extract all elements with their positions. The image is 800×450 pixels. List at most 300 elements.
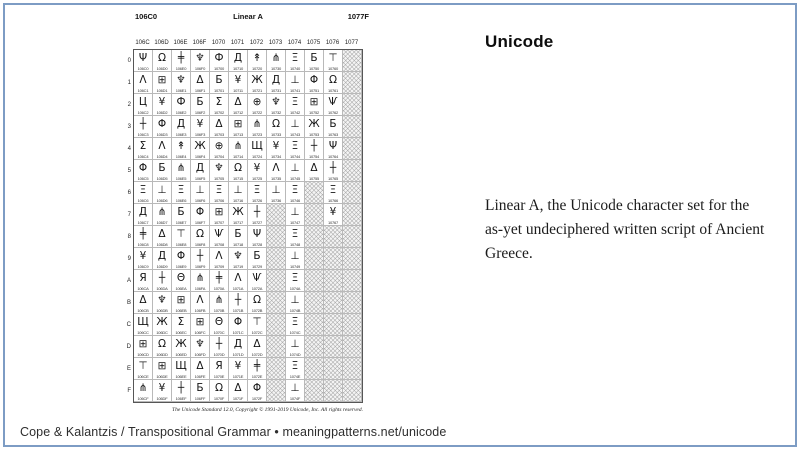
slide-body-text: Linear A, the Unicode character set for the as-yet undeciphered written script of Ancient Greece. <box>485 197 765 262</box>
lineara-glyph: ♆ <box>195 337 205 350</box>
codepoint-label: 106FF <box>194 396 206 401</box>
glyph-cell <box>210 138 229 160</box>
codepoint-label: 1071C <box>232 330 244 335</box>
glyph-cell <box>229 182 248 204</box>
unassigned-cell <box>324 380 343 402</box>
glyph-cell <box>305 72 324 94</box>
lineara-glyph: Λ <box>234 271 242 284</box>
glyph-cell <box>134 72 153 94</box>
glyph-cell <box>286 94 305 116</box>
glyph-cell <box>286 138 305 160</box>
lineara-glyph: ⊕ <box>252 95 262 108</box>
glyph-cell <box>153 292 172 314</box>
glyph-cell <box>172 160 191 182</box>
codechart-block-name: Linear A <box>233 12 263 21</box>
codepoint-label: 10760 <box>327 66 339 71</box>
glyph-cell <box>286 50 305 72</box>
unassigned-cell <box>267 336 286 358</box>
glyph-cell <box>134 226 153 248</box>
codepoint-label: 106F4 <box>194 154 206 159</box>
lineara-glyph: ↟ <box>176 139 186 152</box>
row-header: 8 <box>127 234 131 240</box>
glyph-cell <box>172 226 191 248</box>
lineara-glyph: Σ <box>177 315 185 328</box>
lineara-glyph: ⊥ <box>290 117 300 130</box>
slide-footer: Cope & Kalantzis / Transpositional Grammar • meaningpatterns.net/unicode <box>20 425 447 439</box>
glyph-cell <box>229 72 248 94</box>
codepoint-label: 106ED <box>175 352 187 357</box>
glyph-cell <box>229 336 248 358</box>
lineara-glyph: ┼ <box>234 293 242 306</box>
lineara-glyph: Б <box>215 73 223 86</box>
lineara-glyph: Ξ <box>253 183 261 196</box>
row-header: 0 <box>127 58 131 64</box>
lineara-glyph: Д <box>271 73 281 86</box>
lineara-glyph: Φ <box>176 249 186 262</box>
glyph-cell <box>248 72 267 94</box>
codepoint-label: 106F5 <box>194 176 206 181</box>
codepoint-label: 106D1 <box>156 88 168 93</box>
glyph-cell <box>248 50 267 72</box>
lineara-glyph: Ξ <box>291 227 299 240</box>
glyph-cell <box>191 314 210 336</box>
lineara-glyph: Ж <box>251 73 263 86</box>
glyph-cell <box>248 248 267 270</box>
codepoint-label: 10701 <box>213 88 225 93</box>
lineara-glyph: Б <box>158 161 166 174</box>
glyph-cell <box>191 226 210 248</box>
lineara-glyph: ⊞ <box>233 117 243 130</box>
codepoint-label: 106C3 <box>137 132 149 137</box>
codepoint-label: 106C2 <box>137 110 149 115</box>
glyph-cell <box>248 270 267 292</box>
codepoint-label: 106FC <box>194 330 206 335</box>
glyph-cell <box>248 204 267 226</box>
codepoint-label: 106EF <box>175 396 187 401</box>
codepoint-label: 10725 <box>251 176 263 181</box>
codepoint-label: 1072F <box>251 396 263 401</box>
lineara-glyph: ┼ <box>139 117 147 130</box>
glyph-cell <box>286 380 305 402</box>
unassigned-cell <box>343 380 362 402</box>
codepoint-label: 106EA <box>175 286 187 291</box>
glyph-cell <box>191 270 210 292</box>
codepoint-label: 10727 <box>251 220 263 225</box>
codepoint-label: 10755 <box>308 176 320 181</box>
glyph-cell <box>153 204 172 226</box>
lineara-glyph: Б <box>177 205 185 218</box>
lineara-glyph: ¥ <box>196 117 204 130</box>
lineara-glyph: ⊥ <box>290 205 300 218</box>
row-header: 4 <box>127 146 131 152</box>
glyph-cell <box>248 116 267 138</box>
codepoint-label: 1070B <box>213 308 225 313</box>
lineara-glyph: ¥ <box>272 139 280 152</box>
lineara-glyph: Щ <box>137 315 149 328</box>
lineara-glyph: ⋔ <box>138 381 148 394</box>
codepoint-label: 1074D <box>289 352 301 357</box>
glyph-cell <box>286 204 305 226</box>
lineara-glyph: ⊥ <box>233 183 243 196</box>
codepoint-label: 1072B <box>251 308 263 313</box>
unassigned-cell <box>343 292 362 314</box>
lineara-glyph: ⊞ <box>309 95 319 108</box>
glyph-cell <box>134 358 153 380</box>
codepoint-label: 10718 <box>232 242 244 247</box>
glyph-cell <box>210 160 229 182</box>
unassigned-cell <box>343 138 362 160</box>
glyph-cell <box>248 336 267 358</box>
lineara-glyph: ⊞ <box>195 315 205 328</box>
unassigned-cell <box>343 270 362 292</box>
glyph-cell <box>134 248 153 270</box>
unassigned-cell <box>324 226 343 248</box>
codechart-row-labels <box>119 50 131 402</box>
row-header: 5 <box>127 168 131 174</box>
lineara-glyph: Δ <box>196 73 204 86</box>
codepoint-label: 10721 <box>251 88 263 93</box>
glyph-cell <box>134 336 153 358</box>
unassigned-cell <box>305 292 324 314</box>
glyph-cell <box>286 72 305 94</box>
lineara-glyph: Ц <box>138 95 148 108</box>
codepoint-label: 106CF <box>137 396 149 401</box>
unassigned-cell <box>324 358 343 380</box>
lineara-glyph: ⊥ <box>290 249 300 262</box>
codepoint-label: 106CA <box>137 286 149 291</box>
glyph-cell <box>286 292 305 314</box>
lineara-glyph: ╪ <box>177 51 185 64</box>
lineara-glyph: Б <box>253 249 261 262</box>
glyph-cell <box>191 358 210 380</box>
codepoint-label: 106D9 <box>156 264 168 269</box>
glyph-cell <box>191 138 210 160</box>
glyph-cell <box>210 116 229 138</box>
codepoint-label: 106E5 <box>175 176 187 181</box>
glyph-cell <box>210 358 229 380</box>
codepoint-label: 1071D <box>232 352 244 357</box>
lineara-glyph: Σ <box>139 139 147 152</box>
unassigned-cell <box>267 204 286 226</box>
lineara-glyph: Ω <box>214 381 224 394</box>
codepoint-label: 10711 <box>233 88 243 93</box>
codepoint-label: 10726 <box>251 198 263 203</box>
glyph-cell <box>229 204 248 226</box>
glyph-cell <box>172 292 191 314</box>
glyph-cell <box>267 50 286 72</box>
glyph-cell <box>153 116 172 138</box>
lineara-glyph: ╪ <box>253 359 261 372</box>
glyph-cell <box>134 50 153 72</box>
unassigned-cell <box>305 314 324 336</box>
glyph-cell <box>267 160 286 182</box>
lineara-glyph: Ж <box>232 205 244 218</box>
unassigned-cell <box>267 380 286 402</box>
glyph-cell <box>172 336 191 358</box>
lineara-glyph: Ψ <box>328 139 338 152</box>
codechart-first-code: 106C0 <box>135 12 158 21</box>
glyph-cell <box>229 270 248 292</box>
lineara-glyph: Ж <box>175 337 187 350</box>
unassigned-cell <box>343 160 362 182</box>
codepoint-label: 106EE <box>175 374 187 379</box>
codepoint-label: 10715 <box>232 176 244 181</box>
codepoint-label: 106C1 <box>137 88 149 93</box>
glyph-cell <box>191 72 210 94</box>
lineara-glyph: Ѱ <box>328 95 338 108</box>
glyph-cell <box>305 116 324 138</box>
codepoint-label: 106DF <box>156 396 168 401</box>
row-header: C <box>126 322 131 328</box>
lineara-glyph: Ѱ <box>214 227 224 240</box>
glyph-cell <box>153 50 172 72</box>
codepoint-label: 1072A <box>251 286 263 291</box>
lineara-glyph: ¥ <box>234 359 242 372</box>
glyph-cell <box>305 94 324 116</box>
glyph-cell <box>248 226 267 248</box>
lineara-glyph: Δ <box>234 95 242 108</box>
lineara-glyph: ⊤ <box>138 359 148 372</box>
column-header: 1075 <box>306 40 321 46</box>
glyph-cell <box>229 116 248 138</box>
codepoint-label: 10705 <box>213 176 225 181</box>
lineara-glyph: Φ <box>233 315 243 328</box>
codepoint-label: 10719 <box>232 264 244 269</box>
lineara-glyph: Б <box>329 117 337 130</box>
codepoint-label: 106C6 <box>137 198 149 203</box>
glyph-cell <box>153 380 172 402</box>
codepoint-label: 10743 <box>289 132 301 137</box>
codepoint-label: 10762 <box>327 110 339 115</box>
codepoint-label: 106EB <box>175 308 187 313</box>
unassigned-cell <box>305 336 324 358</box>
codepoint-label: 10736 <box>270 198 282 203</box>
glyph-cell <box>324 72 343 94</box>
glyph-cell <box>286 226 305 248</box>
glyph-cell <box>172 380 191 402</box>
glyph-cell <box>134 314 153 336</box>
lineara-glyph: ¥ <box>253 161 261 174</box>
lineara-glyph: Ψ <box>138 51 148 64</box>
codepoint-label: 1070F <box>213 396 225 401</box>
column-header: 1077 <box>344 40 359 46</box>
lineara-glyph: Ω <box>195 227 205 240</box>
codepoint-label: 10753 <box>308 132 320 137</box>
codepoint-label: 10763 <box>327 132 339 137</box>
codepoint-label: 106CC <box>137 330 149 335</box>
unassigned-cell <box>343 50 362 72</box>
codepoint-label: 10704 <box>213 154 225 159</box>
lineara-glyph: ¥ <box>329 205 337 218</box>
lineara-glyph: Я <box>215 359 223 372</box>
lineara-glyph: Δ <box>196 359 204 372</box>
glyph-cell <box>210 72 229 94</box>
glyph-cell <box>229 380 248 402</box>
unassigned-cell <box>324 270 343 292</box>
column-header: 1072 <box>249 40 264 46</box>
unassigned-cell <box>343 248 362 270</box>
lineara-glyph: Б <box>310 51 318 64</box>
codepoint-label: 106CD <box>137 352 149 357</box>
codepoint-label: 10752 <box>308 110 320 115</box>
lineara-glyph: ┼ <box>196 249 204 262</box>
lineara-glyph: Ξ <box>139 183 147 196</box>
glyph-cell <box>324 94 343 116</box>
lineara-glyph: Ξ <box>291 359 299 372</box>
glyph-cell <box>324 160 343 182</box>
lineara-glyph: Δ <box>310 161 318 174</box>
glyph-cell <box>324 182 343 204</box>
lineara-glyph: Я <box>139 271 147 284</box>
glyph-cell <box>210 248 229 270</box>
codepoint-label: 106F1 <box>194 88 206 93</box>
codechart-column-labels <box>133 40 363 49</box>
unassigned-cell <box>305 380 324 402</box>
codechart-page-header <box>133 10 369 22</box>
codepoint-label: 10732 <box>270 110 282 115</box>
lineara-glyph: ⊞ <box>176 293 186 306</box>
codepoint-label: 1072E <box>251 374 263 379</box>
glyph-cell <box>191 94 210 116</box>
glyph-cell <box>153 94 172 116</box>
lineara-glyph: Щ <box>251 139 263 152</box>
lineara-glyph: Д <box>195 161 205 174</box>
codepoint-label: 10751 <box>308 88 320 93</box>
codepoint-label: 10709 <box>213 264 225 269</box>
codepoint-label: 1071B <box>232 308 244 313</box>
unassigned-cell <box>305 182 324 204</box>
codepoint-label: 106F6 <box>194 198 206 203</box>
glyph-cell <box>267 72 286 94</box>
unassigned-cell <box>324 314 343 336</box>
glyph-cell <box>210 182 229 204</box>
glyph-cell <box>191 182 210 204</box>
glyph-cell <box>210 314 229 336</box>
glyph-cell <box>134 138 153 160</box>
glyph-cell <box>191 336 210 358</box>
unassigned-cell <box>343 314 362 336</box>
lineara-glyph: ♆ <box>271 95 281 108</box>
glyph-cell <box>153 182 172 204</box>
codepoint-label: 10702 <box>213 110 225 115</box>
glyph-cell <box>229 358 248 380</box>
lineara-glyph: ⊥ <box>290 73 300 86</box>
glyph-cell <box>134 292 153 314</box>
lineara-glyph: ╪ <box>139 227 147 240</box>
lineara-glyph: Ξ <box>291 183 299 196</box>
glyph-cell <box>229 138 248 160</box>
codepoint-label: 10722 <box>251 110 263 115</box>
codepoint-label: 106E8 <box>175 242 187 247</box>
codepoint-label: 10707 <box>213 220 225 225</box>
codepoint-label: 106DA <box>156 286 168 291</box>
codepoint-label: 106E1 <box>175 88 187 93</box>
codepoint-label: 106C7 <box>137 220 149 225</box>
glyph-cell <box>248 380 267 402</box>
lineara-glyph: Б <box>234 227 242 240</box>
glyph-cell <box>229 50 248 72</box>
unassigned-cell <box>343 226 362 248</box>
lineara-glyph: ⊞ <box>157 359 167 372</box>
lineara-glyph: ♆ <box>157 293 167 306</box>
lineara-glyph: Ξ <box>291 95 299 108</box>
glyph-cell <box>229 226 248 248</box>
unassigned-cell <box>343 358 362 380</box>
lineara-glyph: ⊥ <box>290 337 300 350</box>
row-header: B <box>126 300 131 306</box>
codepoint-label: 106D3 <box>156 132 168 137</box>
codepoint-label: 1074B <box>289 308 301 313</box>
glyph-cell <box>191 116 210 138</box>
glyph-cell <box>286 314 305 336</box>
glyph-cell <box>172 138 191 160</box>
lineara-glyph: ⊞ <box>157 73 167 86</box>
codepoint-label: 10764 <box>327 154 339 159</box>
glyph-cell <box>229 292 248 314</box>
glyph-cell <box>229 314 248 336</box>
glyph-cell <box>248 314 267 336</box>
codepoint-label: 10708 <box>213 242 225 247</box>
glyph-cell <box>210 94 229 116</box>
codepoint-label: 106E0 <box>175 66 187 71</box>
glyph-cell <box>305 138 324 160</box>
glyph-cell <box>286 270 305 292</box>
glyph-cell <box>248 358 267 380</box>
glyph-cell <box>210 270 229 292</box>
unassigned-cell <box>305 358 324 380</box>
column-header: 1076 <box>325 40 340 46</box>
codepoint-label: 10714 <box>232 154 244 159</box>
codepoint-label: 106E6 <box>175 198 187 203</box>
codepoint-label: 10716 <box>232 198 244 203</box>
codepoint-label: 106E4 <box>175 154 187 159</box>
lineara-glyph: ⊥ <box>290 381 300 394</box>
glyph-cell <box>324 116 343 138</box>
codepoint-label: 106D8 <box>156 242 168 247</box>
lineara-glyph: ⊥ <box>290 161 300 174</box>
codepoint-label: 106F9 <box>194 264 206 269</box>
glyph-cell <box>267 182 286 204</box>
glyph-cell <box>172 182 191 204</box>
glyph-cell <box>172 94 191 116</box>
codepoint-label: 10710 <box>232 66 244 71</box>
codepoint-label: 106E2 <box>175 110 187 115</box>
glyph-cell <box>324 204 343 226</box>
codepoint-label: 106FA <box>194 286 206 291</box>
row-header: A <box>126 278 131 284</box>
lineara-glyph: ⊞ <box>138 337 148 350</box>
codepoint-label: 1070E <box>213 374 225 379</box>
unicode-codechart <box>119 10 369 413</box>
codepoint-label: 10761 <box>327 88 339 93</box>
codepoint-label: 106F8 <box>194 242 206 247</box>
lineara-glyph: Ξ <box>291 271 299 284</box>
lineara-glyph: ¥ <box>158 381 166 394</box>
codepoint-label: 106F3 <box>194 132 206 137</box>
codepoint-label: 106D2 <box>156 110 168 115</box>
row-header: 7 <box>127 212 131 218</box>
glyph-cell <box>229 248 248 270</box>
codepoint-label: 106D7 <box>156 220 168 225</box>
codepoint-label: 106F0 <box>194 66 206 71</box>
unassigned-cell <box>267 248 286 270</box>
lineara-glyph: ⊥ <box>271 183 281 196</box>
codepoint-label: 10767 <box>327 220 339 225</box>
lineara-glyph: ┼ <box>253 205 261 218</box>
codepoint-label: 10745 <box>289 176 301 181</box>
unassigned-cell <box>267 226 286 248</box>
glyph-cell <box>229 160 248 182</box>
